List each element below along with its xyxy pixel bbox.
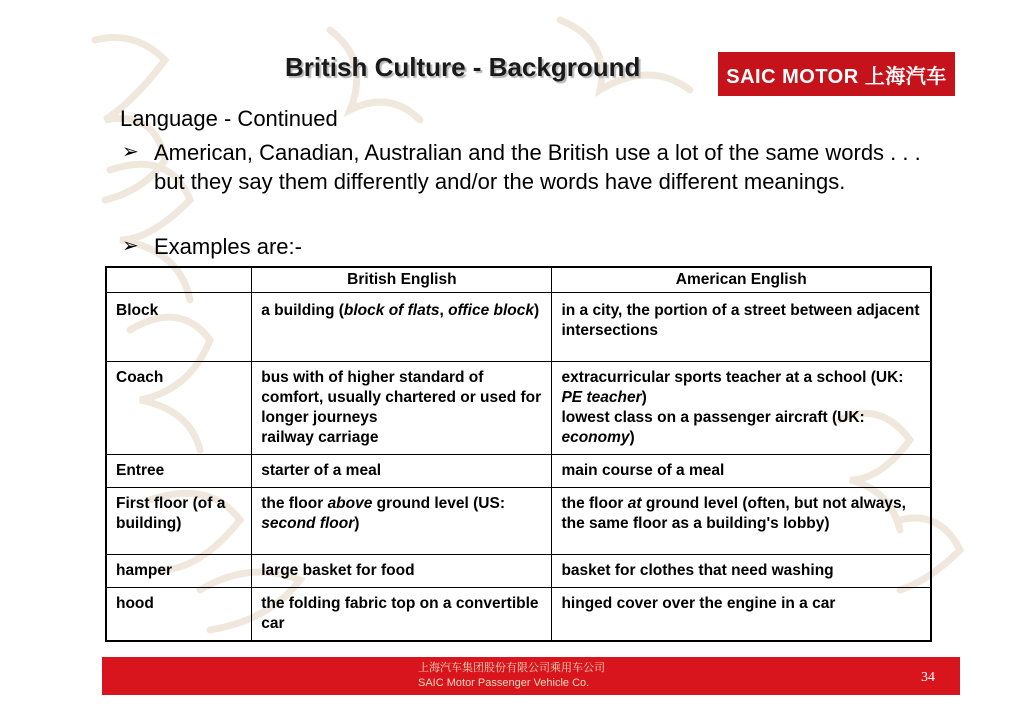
table-row <box>106 455 931 488</box>
footer-company-chinese: 上海汽车集团股份有限公司乘用车公司 <box>418 662 605 674</box>
term-cell: First floor (of a building) <box>106 488 252 555</box>
slide-title: British Culture - Background <box>285 52 641 82</box>
saic-motor-logo: SAIC MOTOR 上海汽车 <box>718 52 955 96</box>
page-number: 34 <box>921 670 935 685</box>
header-term <box>106 267 252 293</box>
american-meaning-cell: hinged cover over the engine in a car <box>552 588 931 642</box>
term-cell: Coach <box>106 362 252 455</box>
vocabulary-comparison-table <box>105 266 932 642</box>
bullet-item <box>122 138 922 196</box>
american-meaning-cell: extracurricular sports teacher at a school (UK: PE teacher) lowest class on a passenger aircraft (UK: economy) <box>552 362 931 455</box>
bullet-item <box>122 232 922 261</box>
british-meaning-cell: the folding fabric top on a convertible car <box>252 588 552 642</box>
american-meaning-cell: basket for clothes that need washing <box>552 555 931 588</box>
section-subtitle: Language - Continued <box>120 106 338 131</box>
british-meaning-cell: large basket for food <box>252 555 552 588</box>
table-row <box>106 488 931 555</box>
footer-company-english: SAIC Motor Passenger Vehicle Co. <box>418 677 590 689</box>
table-row <box>106 588 931 642</box>
table-body <box>106 293 931 642</box>
american-meaning-cell: in a city, the portion of a street between adjacent intersections <box>552 293 931 362</box>
term-cell: hood <box>106 588 252 642</box>
term-cell: hamper <box>106 555 252 588</box>
table-header-row <box>106 267 931 293</box>
american-meaning-cell: main course of a meal <box>552 455 931 488</box>
arrow-bullet-icon: ➢ <box>122 141 139 163</box>
british-meaning-cell: the floor above ground level (US: second floor) <box>252 488 552 555</box>
arrow-bullet-icon: ➢ <box>122 235 139 257</box>
header-british-english: British English <box>252 267 552 293</box>
header-american-english: American English <box>552 267 931 293</box>
table-row <box>106 293 931 362</box>
american-meaning-cell: the floor at ground level (often, but not always, the same floor as a building's lobby) <box>552 488 931 555</box>
bullet-text: Examples are:- <box>154 234 302 259</box>
term-cell: Entree <box>106 455 252 488</box>
table-row <box>106 555 931 588</box>
british-meaning-cell: starter of a meal <box>252 455 552 488</box>
term-cell: Block <box>106 293 252 362</box>
footer-company <box>418 661 605 691</box>
british-meaning-cell: bus with of higher standard of comfort, usually chartered or used for longer journeys railway carriage <box>252 362 552 455</box>
bullet-text: American, Canadian, Australian and the British use a lot of the same words . . . but they say them differently and/or the words have different meanings. <box>154 140 921 194</box>
table-row <box>106 362 931 455</box>
british-meaning-cell: a building (block of flats, office block) <box>252 293 552 362</box>
